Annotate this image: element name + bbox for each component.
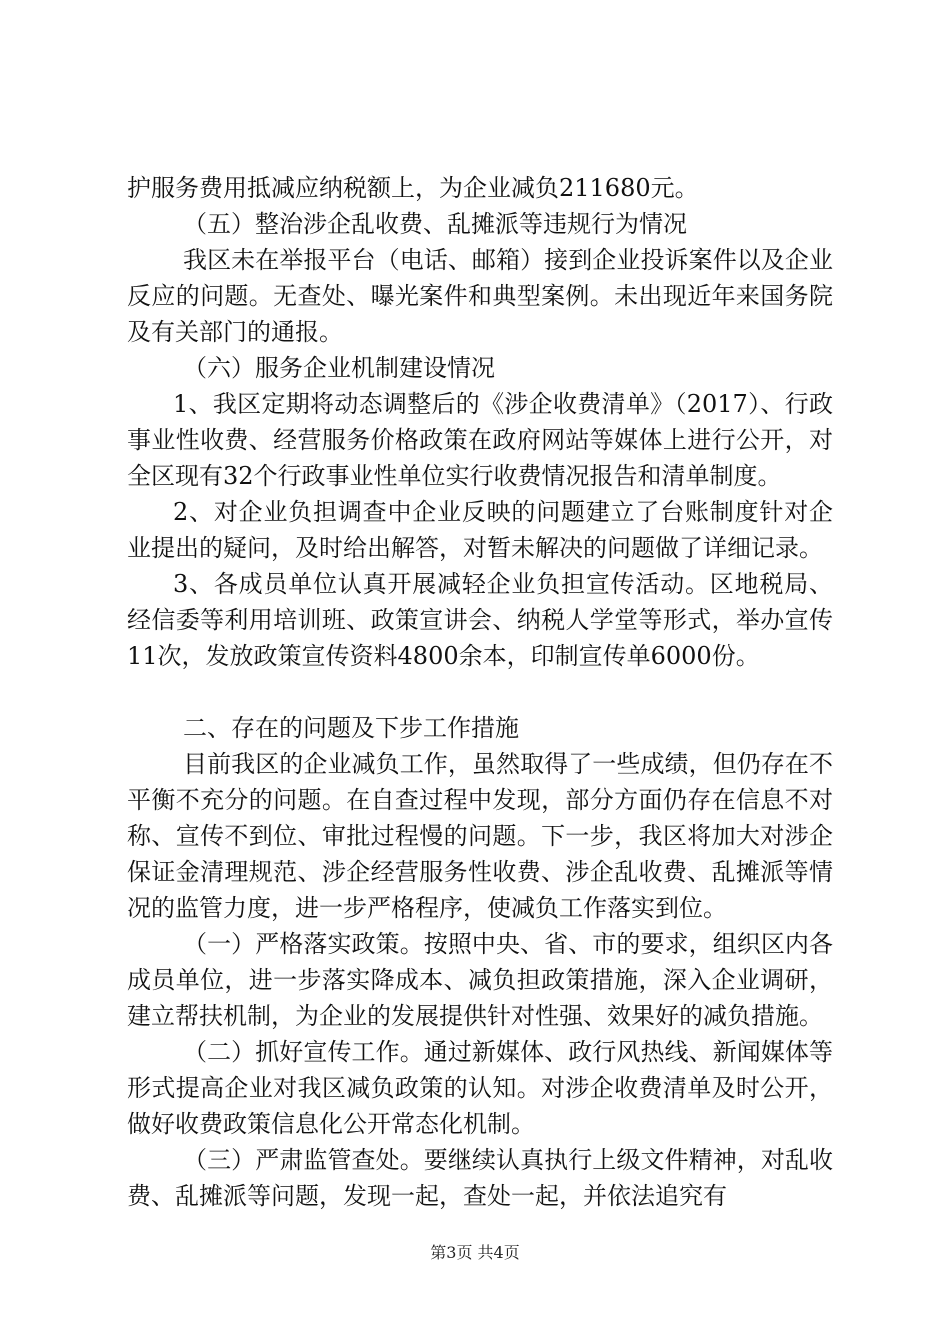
paragraph-item-3: 3、各成员单位认真开展减轻企业负担宣传活动。区地税局、经信委等利用培训班、政策宣讲会、纳税人学堂等形式，举办宣传11次，发放政策宣传资料4800余本，印制宣传单6000份。: [127, 570, 833, 670]
paragraph-no-complaints: 我区未在举报平台（电话、邮箱）接到企业投诉案件以及企业反应的问题。无查处、曝光案件和典型案例。未出现近年来国务院及有关部门的通报。: [127, 246, 833, 346]
document-body: [127, 170, 833, 1214]
heading-section-5: （五）整治涉企乱收费、乱摊派等违规行为情况: [183, 210, 687, 238]
paragraph-gap: [127, 674, 833, 710]
paragraph-item-1: 1、我区定期将动态调整后的《涉企收费清单》（2017）、行政事业性收费、经营服务价格政策在政府网站等媒体上进行公开，对全区现有32个行政事业性单位实行收费情况报告和清单制度。: [127, 390, 833, 490]
paragraph-item-2: 2、对企业负担调查中企业反映的问题建立了台账制度针对企业提出的疑问，及时给出解答，对暂未解决的问题做了详细记录。: [127, 498, 833, 562]
heading-part-2: 二、存在的问题及下步工作措施: [183, 714, 519, 742]
paragraph-tax-deduction: 护服务费用抵减应纳税额上，为企业减负211680元。: [127, 174, 699, 202]
page-number-footer: 第3页 共4页: [430, 1243, 520, 1262]
paragraph-measure-2: （二）抓好宣传工作。通过新媒体、政行风热线、新闻媒体等形式提高企业对我区减负政策的认知。对涉企收费清单及时公开，做好收费政策信息化公开常态化机制。: [127, 1038, 833, 1138]
paragraph-measure-3: （三）严肃监管查处。要继续认真执行上级文件精神，对乱收费、乱摊派等问题，发现一起，查处一起，并依法追究有: [127, 1146, 833, 1210]
paragraph-current-status: 目前我区的企业减负工作，虽然取得了一些成绩，但仍存在不平衡不充分的问题。在自查过程中发现，部分方面仍存在信息不对称、宣传不到位、审批过程慢的问题。下一步，我区将加大对涉企保证金清理规范、涉企经营服务性收费、涉企乱收费、乱摊派等情况的监管力度，进一步严格程序，使减负工作落实到位。: [127, 750, 833, 922]
paragraph-measure-1: （一）严格落实政策。按照中央、省、市的要求，组织区内各成员单位，进一步落实降成本、减负担政策措施，深入企业调研，建立帮扶机制，为企业的发展提供针对性强、效果好的减负措施。: [127, 930, 833, 1030]
heading-section-6: （六）服务企业机制建设情况: [183, 354, 495, 382]
